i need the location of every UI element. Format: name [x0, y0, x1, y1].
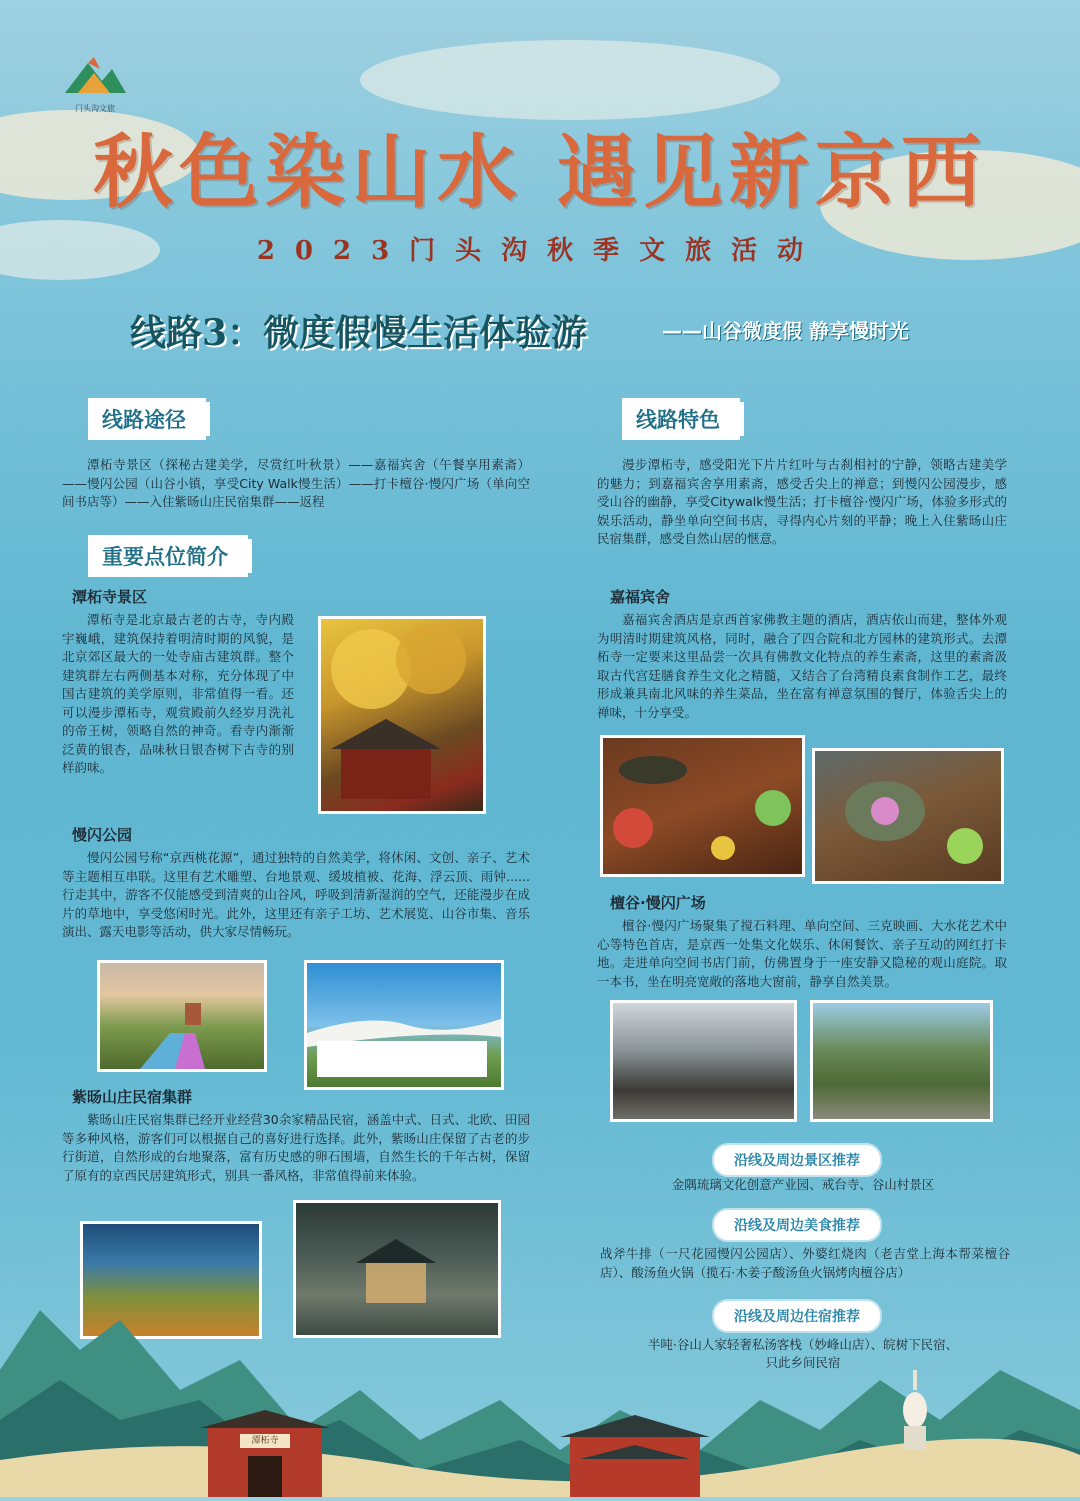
jiafu-photo-1 — [600, 735, 805, 877]
tanzhe-text: 潭柘寺是北京最古老的古寺，寺内殿宇巍峨，建筑保持着明清时期的风貌，是北京郊区最大的一处寺庙古建筑群。整个建筑群左右两侧基本对称，充分体现了中国古建筑的美学原则，非常值得一看。还可以漫步潭柘寺，观赏殿前久经岁月洗礼的帝王树，领略自然的神奇。看寺内渐渐泛黄的银杏，品味秋日银杏树下古寺的别样韵味。 — [62, 612, 294, 775]
route-path-label: 线路途径 — [88, 398, 206, 440]
ziyang-text: 紫旸山庄民宿集群已经开业经营30余家精品民宿，涵盖中式、日式、北欧、田园等多种风格，游客们可以根据自己的喜好进行选择。此外，紫旸山庄保留了古老的步行街道，自然形成的台地聚落，富有历史感的卵石围墙，自然生长的千年古树，保留了原有的京西民居建筑形式，别具一番风格，非常值得前来体验。 — [62, 1112, 530, 1183]
ginkgo-tree-icon — [321, 619, 483, 811]
stay-recommend-label: 沿线及周边住宿推荐 — [712, 1299, 882, 1333]
mountain-logo-icon — [60, 55, 130, 97]
features-text: 漫步潭柘寺，感受阳光下片片红叶与古刹相衬的宁静，领略古建美学的魅力；到嘉福宾舍享用素斋，感受舌尖上的禅意；到慢闪公园漫步，感受山谷的幽静，享受Citywalk慢生活；打卡檀谷·慢闪广场，体验多形式的娱乐活动，静坐单向空间书店，寻得内心片刻的平静；晚上入住紫旸山庄民宿集群，感受自然山居的惬意。 — [597, 457, 1007, 546]
page-subtitle: 2023门头沟秋季文旅活动 — [256, 236, 824, 266]
route-path-text: 潭柘寺景区（探秘古建美学，尽赏红叶秋景）——嘉福宾舍（午餐享用素斋）——慢闪公园（山谷小镇，享受City Walk慢生活）——打卡檀谷·慢闪广场（单向空间书店等）——入住紫旸山庄民宿集群——返程 — [62, 457, 530, 509]
key-points-label: 重要点位简介 — [88, 535, 248, 577]
tangu-title: 檀谷·慢闪广场 — [610, 894, 706, 912]
logo-text: 门头沟文旅 — [75, 104, 115, 113]
stay-recommend-line-1: 半吨·谷山人家轻奢私汤客栈（妙峰山店）、皖树下民宿、 — [647, 1337, 959, 1352]
colorful-path-icon — [100, 963, 264, 1069]
white-pagoda — [900, 1370, 930, 1450]
mansan-text: 慢闪公园号称“京西桃花源”，通过独特的自然美学，将休闲、文创、亲子、艺术等主题相互串联。这里有艺术雕塑、台地景观、缓坡植被、花海、浮云顶、雨钟......行走其中，游客不仅能感受到清爽的山谷风，呼吸到清新湿润的空气，还能漫步在成片的草地中，享受悠闲时光。此外，这里还有亲子工坊、艺术展览、山谷市集、音乐演出、露天电影等活动，供大家尽情畅玩。 — [62, 850, 530, 939]
tanzhe-title: 潭柘寺景区 — [72, 588, 148, 606]
jiafu-photo-2 — [812, 748, 1004, 884]
logo — [60, 55, 130, 114]
temple-building — [560, 1415, 710, 1497]
scenic-recommend-label: 沿线及周边景区推荐 — [712, 1143, 882, 1177]
route-tagline: ——山谷微度假 静享慢时光 — [662, 319, 909, 343]
tangu-photo-2 — [810, 1000, 993, 1122]
route-title: 线路3：微度假慢生活体验游 — [130, 312, 588, 354]
page-title: 秋色染山水 遇见新京西 — [93, 125, 987, 219]
mansan-photo-2 — [304, 960, 504, 1090]
tangu-text: 檀谷·慢闪广场聚集了搅石料理、单向空间、三克映画、大水花艺术中心等特色首店，是京西一处集文化娱乐、休闲餐饮、亲子互动的网红打卡地。走进单向空间书店门前，仿佛置身于一座安静又隐秘的观山庭院。取一本书，坐在明亮宽敞的落地大窗前，静享自然美景。 — [597, 918, 1007, 989]
mansan-photo-1 — [97, 960, 267, 1072]
noodle-dish-icon — [815, 751, 1001, 881]
temple-gate — [200, 1410, 330, 1497]
mansan-title: 慢闪公园 — [72, 826, 133, 844]
food-recommend-label: 沿线及周边美食推荐 — [712, 1208, 882, 1242]
jiafu-title: 嘉福宾舍 — [610, 588, 671, 606]
temple-gate-icon — [200, 1410, 330, 1497]
features-label: 线路特色 — [622, 398, 740, 440]
white-pavilion-icon — [307, 963, 501, 1087]
tanzhe-photo — [318, 616, 486, 814]
temple-building-icon — [560, 1415, 710, 1497]
stay-recommend-line-2: 只此乡间民宿 — [765, 1355, 841, 1370]
food-recommend-text: 战斧牛排（一尺花园慢闪公园店）、外婆红烧肉（老吉堂上海本帮菜檀谷店）、酸汤鱼火锅（揽石·木姜子酸汤鱼火锅烤肉檀谷店） — [600, 1246, 1010, 1280]
temple-gate-sign: 潭柘寺 — [251, 1436, 279, 1446]
jiafu-text: 嘉福宾舍酒店是京西首家佛教主题的酒店，酒店依山而建，整体外观为明清时期建筑风格，同时，融合了四合院和北方园林的建筑形式。去潭柘寺一定要来这里品尝一次具有佛教文化特点的养生素斋，这里的素斋汲取古代宫廷膳食养生文化之精髓，又结合了台湾精良素食制作工艺，最终形成兼具南北风味的养生菜品，坐在富有禅意氛围的餐厅，体验舌尖上的禅味，十分享受。 — [597, 612, 1007, 720]
tangu-photo-1 — [610, 1000, 797, 1122]
scenic-recommend-text: 金隅琉璃文化创意产业园、戒台寺、谷山村景区 — [671, 1177, 935, 1192]
vegetarian-dish-icon — [603, 738, 802, 874]
pagoda-icon — [900, 1370, 930, 1450]
ziyang-title: 紫旸山庄民宿集群 — [72, 1088, 193, 1106]
